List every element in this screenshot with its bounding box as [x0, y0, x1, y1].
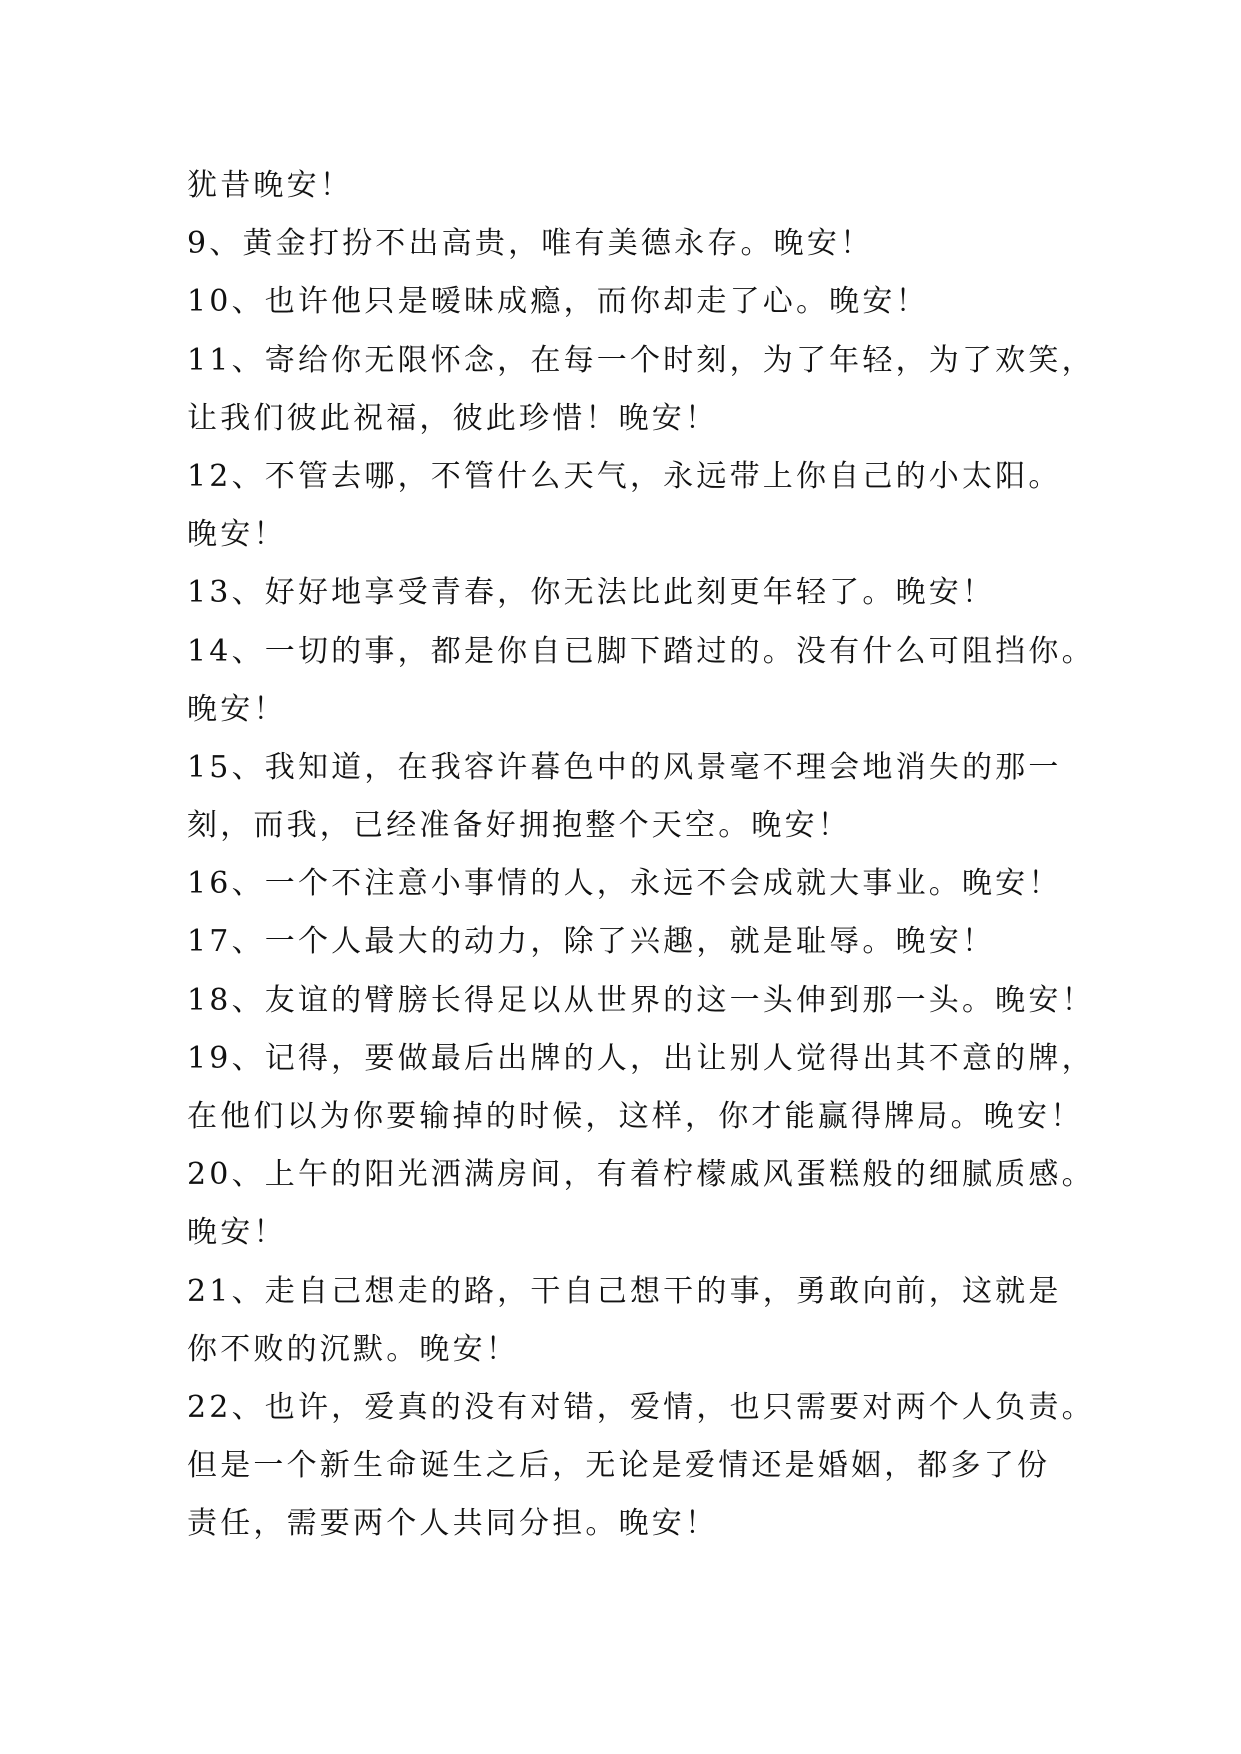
text-line: 10、也许他只是暧昧成瘾，而你却走了心。晚安！: [187, 284, 929, 320]
text-line: 让我们彼此祝福，彼此珍惜！晚安！: [187, 400, 719, 436]
text-line: 晚安！: [187, 517, 287, 553]
text-line: 12、不管去哪，不管什么天气，永远带上你自己的小太阳。: [187, 458, 1062, 494]
text-line: 你不败的沉默。晚安！: [187, 1331, 519, 1367]
text-line: 责任，需要两个人共同分担。晚安！: [187, 1506, 719, 1542]
text-line: 17、一个人最大的动力，除了兴趣，就是耻辱。晚安！: [187, 924, 996, 960]
text-line: 刻，而我，已经准备好拥抱整个天空。晚安！: [187, 808, 851, 844]
text-line: 但是一个新生命诞生之后，无论是爱情还是婚姻，都多了份: [187, 1448, 1051, 1484]
text-line: 13、好好地享受青春，你无法比此刻更年轻了。晚安！: [187, 575, 996, 611]
text-line: 犹昔晚安！: [187, 168, 353, 203]
text-line: 18、友谊的臂膀长得足以从世界的这一头伸到那一头。晚安！: [187, 982, 1095, 1018]
text-line: 19、记得，要做最后出牌的人，出让别人觉得出其不意的牌，: [187, 1040, 1095, 1076]
text-line: 21、走自己想走的路，干自己想干的事，勇敢向前，这就是: [187, 1273, 1062, 1309]
text-line: 晚安！: [187, 1215, 287, 1251]
text-line: 11、寄给你无限怀念，在每一个时刻，为了年轻，为了欢笑，: [187, 342, 1095, 378]
text-line: 在他们以为你要输掉的时候，这样，你才能赢得牌局。晚安！: [187, 1099, 1084, 1134]
text-line: 9、黄金打扮不出高贵，唯有美德永存。晚安！: [187, 226, 874, 262]
text-line: 15、我知道，在我容许暮色中的风景毫不理会地消失的那一: [187, 749, 1062, 785]
document-body: [187, 157, 1095, 1554]
text-line: 22、也许，爱真的没有对错，爱情，也只需要对两个人负责。: [187, 1389, 1095, 1425]
text-line: 20、上午的阳光洒满房间，有着柠檬戚风蛋糕般的细腻质感。: [187, 1157, 1095, 1193]
text-line: 14、一切的事，都是你自已脚下踏过的。没有什么可阻挡你。: [187, 633, 1095, 669]
text-line: 16、一个不注意小事情的人，永远不会成就大事业。晚安！: [187, 866, 1062, 902]
text-line: 晚安！: [187, 691, 287, 727]
